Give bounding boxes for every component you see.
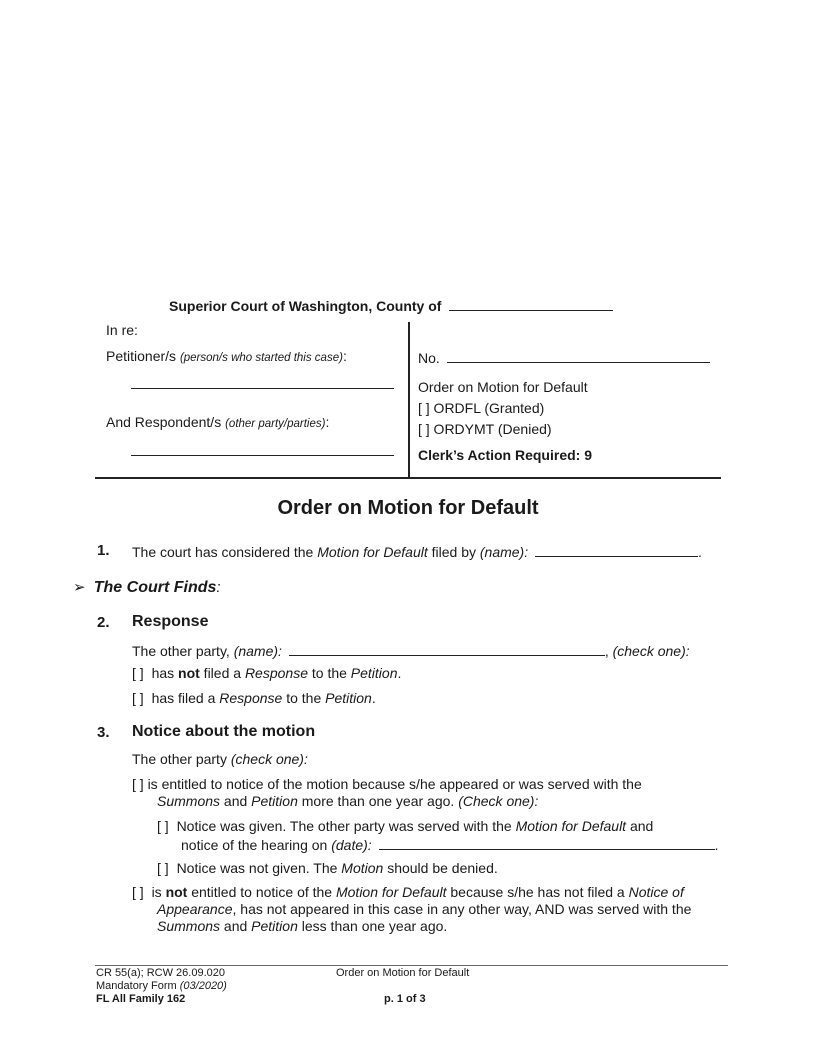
court-finds-label: The Court Finds <box>93 579 217 596</box>
arrow-icon: ➢ <box>73 579 86 596</box>
item3-a-line1: is entitled to notice of the motion because s/he appeared or was served with the <box>147 776 642 792</box>
item3-option-not-entitled[interactable] <box>132 884 684 900</box>
item2-opt1-petition: Petition <box>350 665 398 681</box>
footer-form-id: FL All Family 162 <box>96 993 186 1005</box>
petitioner-label-text: Petitioner/s <box>106 348 177 364</box>
item2-opt1-a: has <box>151 665 179 681</box>
court-title <box>169 296 613 314</box>
item3-line-a: The other party <box>132 751 231 767</box>
item3-b-line3 <box>157 918 447 934</box>
footer-page-number: p. 1 of 3 <box>384 993 426 1005</box>
item3-b-motion: Motion for Default <box>335 884 447 900</box>
item3-a2-option[interactable] <box>157 860 498 876</box>
county-field[interactable] <box>449 296 613 311</box>
item2-opt2-response: Response <box>219 690 283 706</box>
in-re-label: In re: <box>106 322 138 338</box>
item1-text-a: The court has considered the <box>132 544 318 560</box>
item3-a1-and: and <box>626 818 654 834</box>
item2-opt1-b: filed a <box>199 665 245 681</box>
item1-motion: Motion for Default <box>317 544 428 560</box>
respondent-label: And Respondent/s (other party/parties): <box>106 414 330 430</box>
item3-a1-line2-text: notice of the hearing on <box>181 837 332 853</box>
item3-a1-line2: notice of the hearing on (date): . <box>181 837 719 853</box>
item2-opt2-c: . <box>371 690 376 706</box>
item3-a2-text: Notice was not given. The <box>176 860 342 876</box>
item3-b-c: because s/he has not filed a <box>446 884 629 900</box>
item1-text-b: filed by <box>427 544 480 560</box>
footer-rule <box>95 965 728 966</box>
item3-b-line3-text: less than one year ago. <box>297 918 448 934</box>
item3-a2-rest: should be denied. <box>383 860 498 876</box>
item1-text: The court has considered the Motion for Default filed by (name): . <box>132 544 702 560</box>
item3-b-a: is <box>151 884 166 900</box>
item3-number: 3. <box>97 724 110 741</box>
item3-a-petition: Petition <box>251 793 298 809</box>
item1-name-hint: (name): <box>479 544 529 560</box>
petitioner-hint: (person/s who started this case) <box>179 352 343 364</box>
footer-rule-ref: CR 55(a); RCW 26.09.020 <box>96 967 225 979</box>
item2-opt1-d: . <box>397 665 402 681</box>
footer-doc-title: Order on Motion for Default <box>336 967 470 979</box>
court-finds-colon: : <box>216 579 221 596</box>
item3-b-summons: Summons <box>157 918 221 934</box>
item3-b-checkbox[interactable]: [ ] <box>132 884 144 900</box>
ordymt-option[interactable]: [ ] ORDYMT (Denied) <box>418 421 552 437</box>
case-number-row <box>418 348 710 366</box>
item2-opt1-not: not <box>178 665 200 681</box>
item3-hearing-date-field[interactable] <box>379 835 715 850</box>
page-title: Order on Motion for Default <box>277 497 539 519</box>
item2-line: The other party, (name): , (check one): <box>132 643 690 659</box>
item2-number: 2. <box>97 614 110 631</box>
caption-divider <box>408 322 410 478</box>
petitioner-name-field[interactable] <box>131 388 394 389</box>
item2-option-not-filed[interactable] <box>132 665 401 681</box>
item3-line <box>132 751 308 767</box>
item3-check-one: (check one): <box>230 751 308 767</box>
item1-name-field[interactable] <box>535 542 698 557</box>
clerk-action: Clerk’s Action Required: 9 <box>418 447 593 463</box>
item3-b-not: not <box>165 884 188 900</box>
item2-opt2-petition: Petition <box>325 690 372 706</box>
item3-heading: Notice about the motion <box>132 723 316 740</box>
item3-a-and: and <box>220 793 252 809</box>
footer-date: (03/2020) <box>179 980 227 992</box>
item3-b-b: entitled to notice of the <box>187 884 336 900</box>
case-number-field[interactable] <box>447 348 710 363</box>
court-finds-heading <box>73 578 221 597</box>
item2-opt2-b: to the <box>282 690 326 706</box>
item2-check-one: (check one): <box>612 643 690 659</box>
item3-b-line2 <box>157 901 691 917</box>
item3-a-rest: more than one year ago. <box>297 793 459 809</box>
item3-b-line2-text: , has not appeared in this case in any other way, AND was served with the <box>232 901 692 917</box>
item2-line-a: The other party, <box>132 643 234 659</box>
footer-mandatory-text: Mandatory Form <box>96 980 180 992</box>
item1-number: 1. <box>97 542 110 559</box>
respondent-hint: (other party/parties) <box>225 418 326 430</box>
item3-a1-option[interactable] <box>157 818 653 834</box>
item2-opt1-response: Response <box>244 665 308 681</box>
item2-opt2-checkbox[interactable]: [ ] <box>132 690 144 706</box>
item3-b-and: and <box>220 918 252 934</box>
court-title-text: Superior Court of Washington, County of <box>169 298 442 314</box>
respondent-name-field[interactable] <box>131 455 394 456</box>
item3-option-entitled[interactable] <box>132 776 642 792</box>
item2-name-hint: (name): <box>233 643 282 659</box>
item3-a-check: (Check one): <box>458 793 539 809</box>
item2-heading: Response <box>132 613 209 630</box>
item2-opt1-checkbox[interactable]: [ ] <box>132 665 144 681</box>
item3-a-line2 <box>157 793 538 809</box>
item3-a1-motion: Motion for Default <box>515 818 627 834</box>
footer-mandatory <box>96 980 227 992</box>
respondent-label-text: And Respondent/s <box>106 414 222 430</box>
item3-a1-date: (date): <box>331 837 372 853</box>
item2-option-filed[interactable] <box>132 690 376 706</box>
item3-a2-checkbox[interactable]: [ ] <box>157 860 169 876</box>
item3-a1-text: Notice was given. The other party was served with the <box>176 818 516 834</box>
item3-b-appearance: Appearance <box>157 901 233 917</box>
petitioner-label: Petitioner/s (person/s who started this case): <box>106 348 347 364</box>
caption-bottom-rule <box>95 477 721 479</box>
item3-a-checkbox[interactable]: [ ] <box>132 776 144 792</box>
item3-b-petition: Petition <box>251 918 298 934</box>
item2-opt1-c: to the <box>307 665 351 681</box>
item3-a-summons: Summons <box>157 793 221 809</box>
item3-a2-motion: Motion <box>341 860 384 876</box>
case-number-label: No. <box>418 350 440 366</box>
ordfl-option[interactable]: [ ] ORDFL (Granted) <box>418 400 545 416</box>
item3-a1-checkbox[interactable]: [ ] <box>157 818 169 834</box>
item2-opt2-a: has filed a <box>151 690 220 706</box>
item2-name-field[interactable] <box>289 641 605 656</box>
item3-b-notice: Notice of <box>628 884 684 900</box>
caption-doc-title: Order on Motion for Default <box>418 379 588 395</box>
